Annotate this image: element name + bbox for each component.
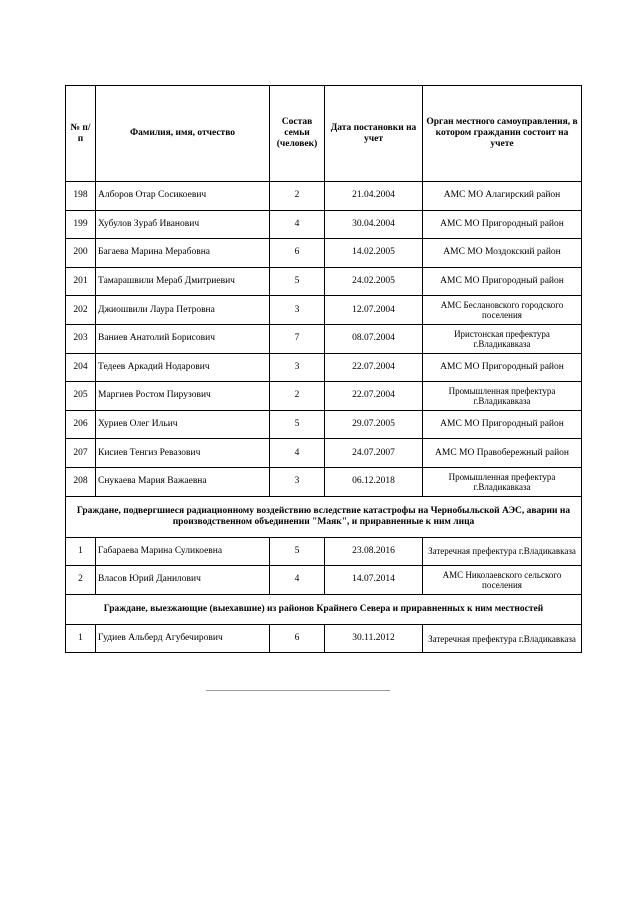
table-row: [66, 439, 582, 468]
cell-date: 14.07.2014: [325, 566, 423, 595]
cell-num: 199: [66, 210, 96, 239]
table-row: [66, 537, 582, 566]
cell-num: 206: [66, 410, 96, 439]
table-row: [66, 296, 582, 325]
cell-authority: АМС МО Пригородный район: [423, 410, 582, 439]
cell-date: 22.07.2004: [325, 353, 423, 382]
cell-family: 3: [270, 467, 325, 496]
cell-name: Снукаева Мария Важаевна: [96, 467, 270, 496]
cell-name: Кисиев Тенгиз Ревазович: [96, 439, 270, 468]
cell-authority: АМС МО Пригородный район: [423, 210, 582, 239]
cell-family: 5: [270, 267, 325, 296]
table-row: [66, 324, 582, 353]
cell-name: Тамарашвили Мераб Дмитриевич: [96, 267, 270, 296]
table-row: [66, 624, 582, 653]
cell-num: 1: [66, 624, 96, 653]
cell-authority: АМС МО Алагирский район: [423, 182, 582, 211]
cell-num: 208: [66, 467, 96, 496]
cell-num: 203: [66, 324, 96, 353]
cell-date: 06.12.2018: [325, 467, 423, 496]
cell-family: 4: [270, 210, 325, 239]
section-heading-row: [66, 496, 582, 537]
cell-date: 30.11.2012: [325, 624, 423, 653]
cell-num: 2: [66, 566, 96, 595]
table-row: [66, 566, 582, 595]
table-row: [66, 239, 582, 268]
cell-family: 2: [270, 182, 325, 211]
cell-authority: Иристонская префектура г.Владикавказа: [423, 324, 582, 353]
section-heading-north: Граждане, выезжающие (выехавшие) из районов Крайнего Севера и приравненных к ним местностей: [66, 594, 582, 624]
cell-family: 5: [270, 410, 325, 439]
section-heading-row: [66, 594, 582, 624]
header-name: Фамилия, имя, отчество: [96, 86, 270, 182]
cell-family: 4: [270, 439, 325, 468]
cell-num: 207: [66, 439, 96, 468]
cell-name: Власов Юрий Данилович: [96, 566, 270, 595]
cell-family: 6: [270, 239, 325, 268]
cell-date: 08.07.2004: [325, 324, 423, 353]
section-heading-chernobyl: Граждане, подвергшиеся радиационному воздействию вследствие катастрофы на Чернобыльской АЭС, аварии на производственном объединении "Маяк", и приравненные к ним лица: [66, 496, 582, 537]
cell-family: 3: [270, 296, 325, 325]
cell-authority: АМС Николаевского сельского поселения: [423, 566, 582, 595]
cell-date: 29.07.2005: [325, 410, 423, 439]
cell-num: 200: [66, 239, 96, 268]
cell-date: 21.04.2004: [325, 182, 423, 211]
cell-authority: АМС МО Пригородный район: [423, 267, 582, 296]
cell-authority: АМС МО Моздокский район: [423, 239, 582, 268]
cell-family: 3: [270, 353, 325, 382]
cell-num: 198: [66, 182, 96, 211]
cell-name: Хубулов Зураб Иванович: [96, 210, 270, 239]
cell-authority: Затеречная префектура г.Владикавказа: [423, 537, 582, 566]
cell-family: 5: [270, 537, 325, 566]
table-row: [66, 410, 582, 439]
table-row: [66, 267, 582, 296]
cell-authority: АМС МО Правобережный район: [423, 439, 582, 468]
cell-family: 4: [270, 566, 325, 595]
cell-authority: Промышленная префектура г.Владикавказа: [423, 382, 582, 411]
cell-name: Ваниев Анатолий Борисович: [96, 324, 270, 353]
table-row: [66, 210, 582, 239]
header-date: Дата постановки на учет: [325, 86, 423, 182]
table-header-row: [66, 86, 582, 182]
cell-name: Джиошвили Лаура Петровна: [96, 296, 270, 325]
cell-date: 22.07.2004: [325, 382, 423, 411]
cell-family: 7: [270, 324, 325, 353]
cell-authority: Затеречная префектура г.Владикавказа: [423, 624, 582, 653]
cell-authority: Промышленная префектура г.Владикавказа: [423, 467, 582, 496]
cell-date: 30.04.2004: [325, 210, 423, 239]
cell-authority: АМС Беслановского городского поселения: [423, 296, 582, 325]
cell-name: Багаева Марина Мерабовна: [96, 239, 270, 268]
cell-name: Алборов Отар Сосикоевич: [96, 182, 270, 211]
table-row: [66, 353, 582, 382]
registry-table: [65, 85, 582, 653]
cell-name: Габараева Марина Суликоевна: [96, 537, 270, 566]
table-row: [66, 467, 582, 496]
cell-num: 204: [66, 353, 96, 382]
cell-num: 201: [66, 267, 96, 296]
cell-date: 23.08.2016: [325, 537, 423, 566]
cell-family: 2: [270, 382, 325, 411]
cell-num: 1: [66, 537, 96, 566]
cell-num: 205: [66, 382, 96, 411]
cell-date: 14.02.2005: [325, 239, 423, 268]
header-num: № п/п: [66, 86, 96, 182]
cell-authority: АМС МО Пригородный район: [423, 353, 582, 382]
cell-name: Тедеев Аркадий Нодарович: [96, 353, 270, 382]
footer-divider: [206, 690, 390, 691]
cell-date: 24.07.2007: [325, 439, 423, 468]
cell-num: 202: [66, 296, 96, 325]
cell-name: Хуриев Олег Ильич: [96, 410, 270, 439]
cell-family: 6: [270, 624, 325, 653]
table-row: [66, 182, 582, 211]
header-family: Состав семьи (человек): [270, 86, 325, 182]
cell-date: 12.07.2004: [325, 296, 423, 325]
cell-name: Гудиев Альберд Агубечирович: [96, 624, 270, 653]
cell-name: Маргиев Ростом Пирузович: [96, 382, 270, 411]
cell-date: 24.02.2005: [325, 267, 423, 296]
header-authority: Орган местного самоуправления, в котором гражданин состоит на учете: [423, 86, 582, 182]
table-row: [66, 382, 582, 411]
